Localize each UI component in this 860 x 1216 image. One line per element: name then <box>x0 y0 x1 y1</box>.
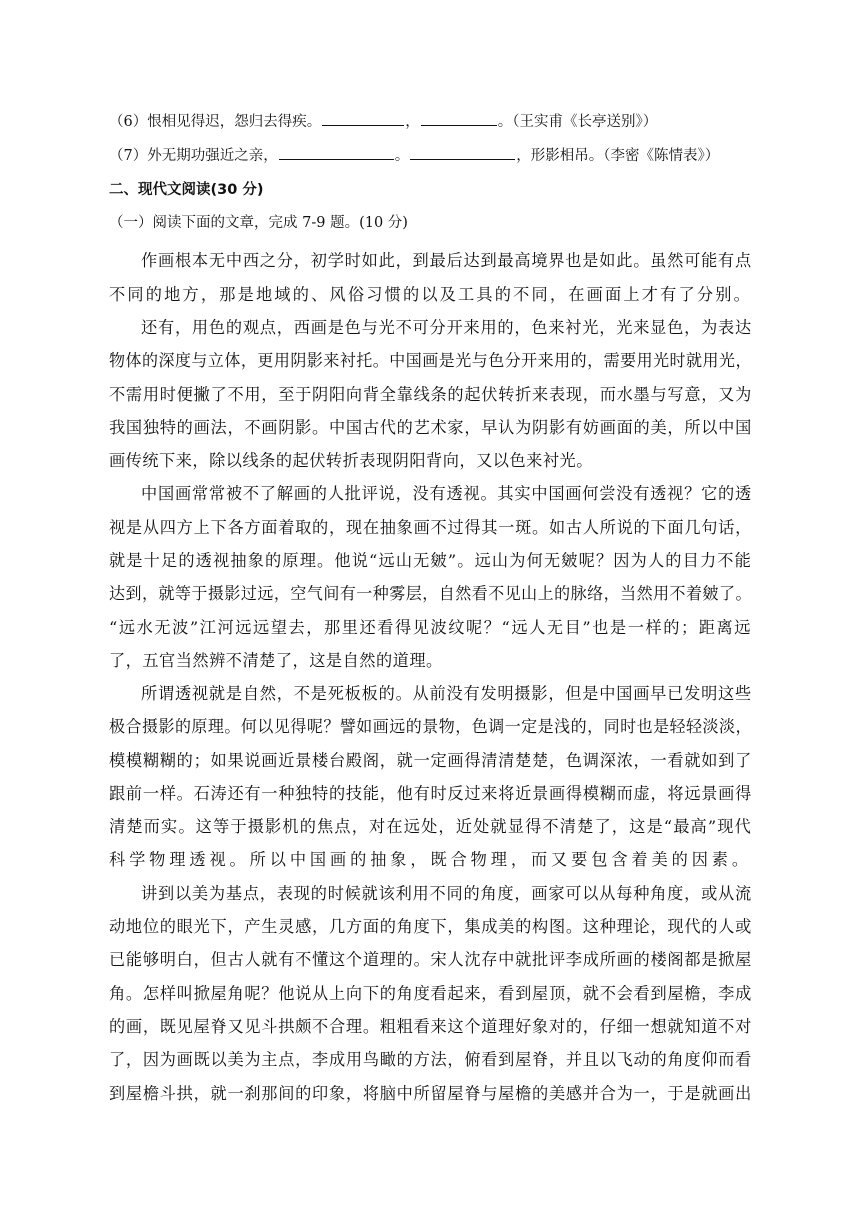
body-line: 达到，就等于摄影过远，空气间有一种雾层，自然看不见山上的脉络，当然用不着皴了。 <box>109 584 752 603</box>
section-title: 二、现代文阅读(30 分) <box>109 182 264 198</box>
body-line: 到屋檐斗拱，就一刹那间的印象，将脑中所留屋脊与屋檐的美感并合为一，于是就画出 <box>109 1084 752 1103</box>
body-line: 作画根本无中西之分，初学时如此，到最后达到最高境界也是如此。虽然可能有点 <box>141 251 752 270</box>
answer-blank[interactable] <box>279 145 394 160</box>
body-line: 极合摄影的原理。何以见得呢？譬如画远的景物，色调一定是浅的，同时也是轻轻淡淡， <box>109 717 752 736</box>
item-text: 外无期功强近之亲， <box>147 148 278 164</box>
body-line: 清楚而实。这等于摄影机的焦点，对在远处，近处就显得不清楚了，这是“最高”现代 <box>109 817 752 836</box>
question-item-7 <box>109 145 719 166</box>
body-line: 视是从四方上下各方面着取的，现在抽象画不过得其一斑。如古人所说的下面几句话， <box>109 518 752 537</box>
body-line: 讲到以美为基点，表现的时候就该利用不同的角度，画家可以从每种角度，或从流 <box>141 884 752 903</box>
body-line: 我国独特的画法，不画阴影。中国古代的艺术家，早认为阴影有妨画面的美，所以中国 <box>109 418 752 437</box>
body-line: 动地位的眼光下，产生灵感，几方面的角度下，集成美的构图。这种理论，现代的人或 <box>109 917 752 936</box>
body-line: 不同的地方，那是地域的、风俗习惯的以及工具的不同，在画面上才有了分别。 <box>109 285 752 304</box>
item-text: 恨相见得迟，怨归去得疾。 <box>147 114 322 130</box>
body-line: 物体的深度与立体，更用阴影来衬托。中国画是光与色分开来用的，需要用光时就用光， <box>109 351 752 370</box>
body-line: 不需用时便撇了不用，至于阴阳向背全靠线条的起伏转折来表现，而水墨与写意，又为 <box>109 385 752 404</box>
item-number: （7） <box>109 148 148 164</box>
body-line: 所谓透视就是自然，不是死板板的。从前没有发明摄影，但是中国画早已发明这些 <box>141 684 752 703</box>
body-line: 跟前一样。石涛还有一种独特的技能，他有时反过来将近景画得模糊而虚，将远景画得 <box>109 784 752 803</box>
item-separator: ，形影相吊。 <box>516 148 604 164</box>
answer-blank[interactable] <box>410 145 515 160</box>
body-line: 就是十足的透视抽象的原理。他说“远山无皴”。远山为何无皴呢？因为人的目力不能 <box>109 551 752 570</box>
body-line: 了，因为画既以美为主点，李成用鸟瞰的方法，俯看到屋脊，并且以飞动的角度仰而看 <box>109 1050 752 1069</box>
body-line: 已能够明白，但古人就有不懂这个道理的。宋人沈存中就批评李成所画的楼阁都是掀屋 <box>109 950 752 969</box>
sub-instruction: （一）阅读下面的文章，完成 7-9 题。(10 分) <box>109 215 408 231</box>
item-separator: 。 <box>394 148 410 164</box>
question-item-6 <box>109 111 657 132</box>
answer-blank[interactable] <box>421 111 497 126</box>
item-number: （6） <box>109 114 148 130</box>
body-line: 科学物理透视。所以中国画的抽象，既合物理，而又要包含着美的因素。 <box>109 850 752 869</box>
body-line: 了，五官当然辨不清楚了，这是自然的道理。 <box>109 651 443 670</box>
answer-blank[interactable] <box>322 111 404 126</box>
item-source: （王实甫《长亭送别》） <box>512 114 658 130</box>
body-line: 画传统下来，除以线条的起伏转折表现阴阳背向，又以色来衬光。 <box>109 451 593 470</box>
body-line: 模模糊糊的；如果说画近景楼台殿阁，就一定画得清清楚楚，色调深浓，一看就如到了 <box>109 751 752 770</box>
item-source: （李密《陈情表》） <box>603 148 720 164</box>
body-line: “远水无波”江河远远望去，那里还看得见波纹呢？“远人无目”也是一样的；距离远 <box>109 618 752 637</box>
body-line: 还有，用色的观点，西画是色与光不可分开来用的，色来衬光，光来显色，为表达 <box>141 318 752 337</box>
item-separator: 。 <box>497 114 513 130</box>
body-line: 中国画常常被不了解画的人批评说，没有透视。其实中国画何尝没有透视？它的透 <box>141 484 752 503</box>
body-line: 角。怎样叫掀屋角呢？他说从上向下的角度看起来，看到屋顶，就不会看到屋檐，李成 <box>109 984 752 1003</box>
body-line: 的画，既见屋脊又见斗拱颇不合理。粗粗看来这个道理好象对的，仔细一想就知道不对 <box>109 1017 752 1036</box>
item-separator: ， <box>405 114 420 130</box>
